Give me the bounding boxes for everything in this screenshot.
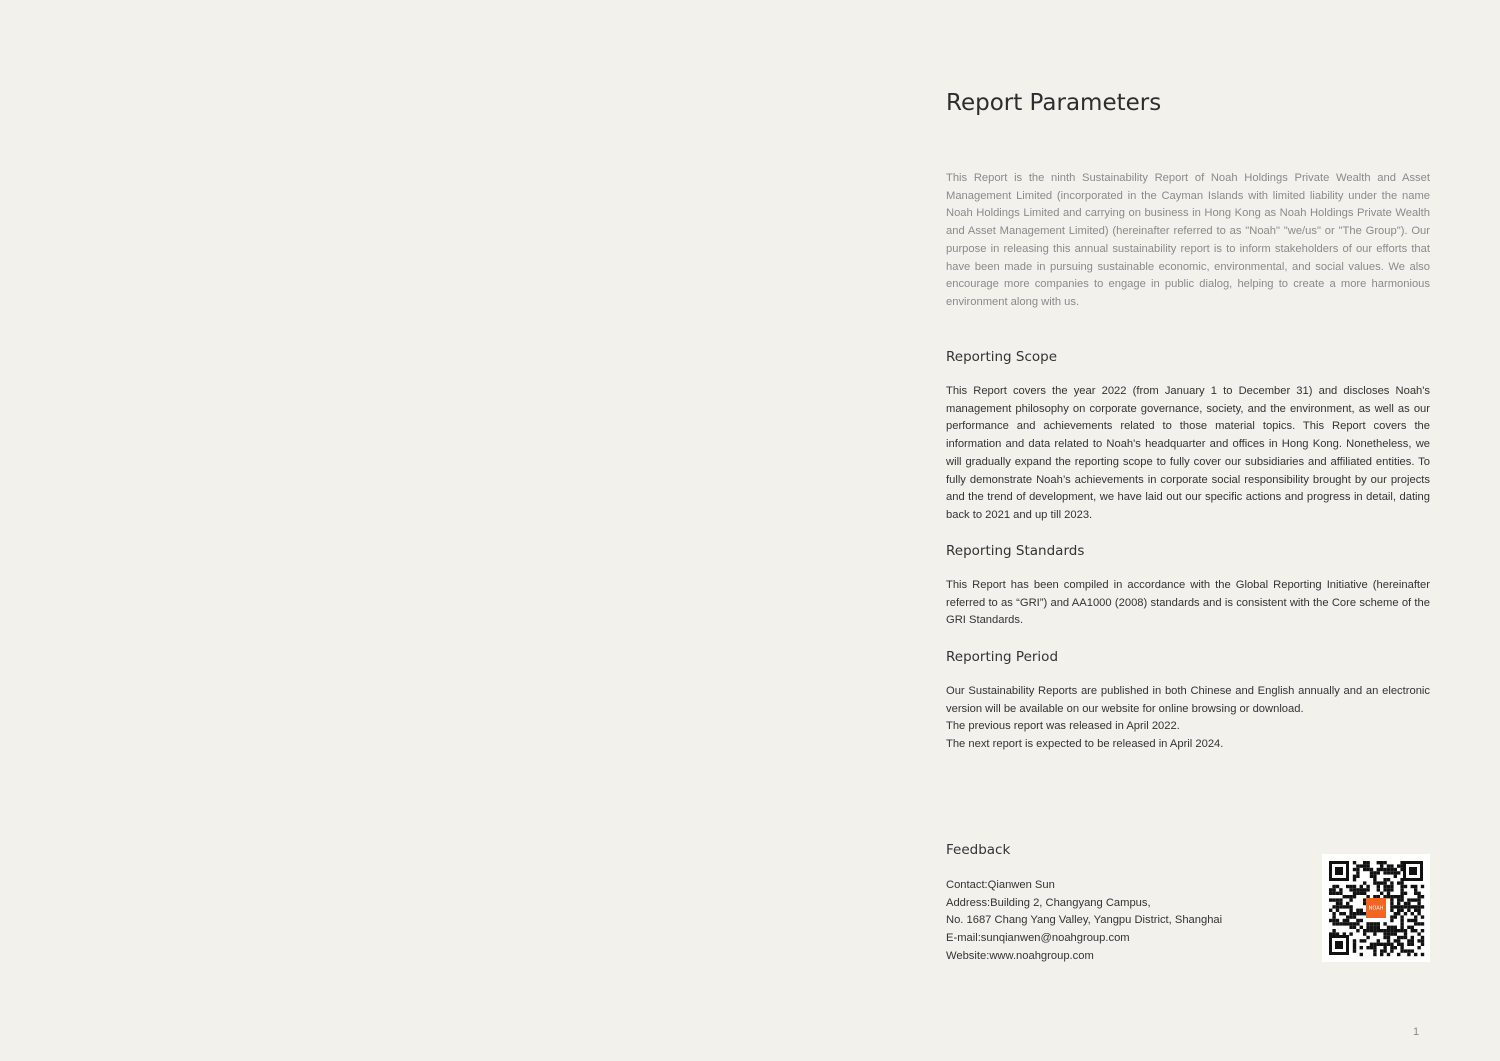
qr-code[interactable] xyxy=(1322,854,1430,962)
reporting-period-body xyxy=(946,683,1430,754)
reporting-scope-heading: Reporting Scope xyxy=(946,349,1058,365)
next-report-text: The next report is expected to be released in April 2024. xyxy=(946,738,1224,751)
page-title: Report Parameters xyxy=(946,90,1162,116)
reporting-period-text: Our Sustainability Reports are published in both Chinese and English annually and an electronic version will be available on our website for online browsing or download. xyxy=(946,685,1430,715)
email-address[interactable]: E-mail:sunqianwen@noahgroup.com xyxy=(946,932,1130,945)
address-line-1: Address:Building 2, Changyang Campus, xyxy=(946,896,1151,909)
reporting-period-heading: Reporting Period xyxy=(946,649,1059,665)
previous-report-text: The previous report was released in April 2022. xyxy=(946,720,1180,733)
feedback-heading: Feedback xyxy=(946,842,1011,858)
qr-code-icon xyxy=(1322,854,1430,962)
address-line-2: No. 1687 Chang Yang Valley, Yangpu District, Shanghai xyxy=(946,914,1223,927)
reporting-scope-body: This Report covers the year 2022 (from January 1 to December 31) and discloses Noah's management philosophy on corporate governance, society, and the environment, as well as our performance and achievements related to those material topics. This Report covers the information and data related to Noah's headquarter and offices in Hong Kong. Nonetheless, we will gradually expand the reporting scope to fully cover our subsidiaries and affiliated entities. To fully demonstrate Noah’s achievements in corporate social responsibility brought by our projects and the trend of development, we have laid out our specific actions and progress in detail, dating back to 2021 and up till 2023. xyxy=(946,385,1430,521)
website-link[interactable]: Website:www.noahgroup.com xyxy=(946,949,1094,962)
intro-paragraph: This Report is the ninth Sustainability Report of Noah Holdings Private Wealth and Asset Management Limited (incorporated in the Cayman Islands with limited liability under the name Noah Holdings Limited and carrying on business in Hong Kong as Noah Holdings Private Wealth and Asset Management Limited) (hereinafter referred to as "Noah" "we/us" or "The Group"). Our purpose in releasing this annual sustainability report is to inform stakeholders of our efforts that have been made in pursuing sustainable economic, environmental, and social values. We also encourage more companies to engage in public dialog, helping to create a more harmonious environment along with us. xyxy=(946,172,1430,308)
contact-name: Contact:Qianwen Sun xyxy=(946,879,1055,891)
reporting-standards-heading: Reporting Standards xyxy=(946,543,1085,559)
qr-logo-text: NOAH xyxy=(1368,905,1384,912)
reporting-standards-body: This Report has been compiled in accordance with the Global Reporting Initiative (hereinafter referred to as “GRI”) and AA1000 (2008) standards and is consistent with the Core scheme of the GRI Standards. xyxy=(946,579,1430,627)
page-number: 1 xyxy=(1413,1026,1420,1038)
